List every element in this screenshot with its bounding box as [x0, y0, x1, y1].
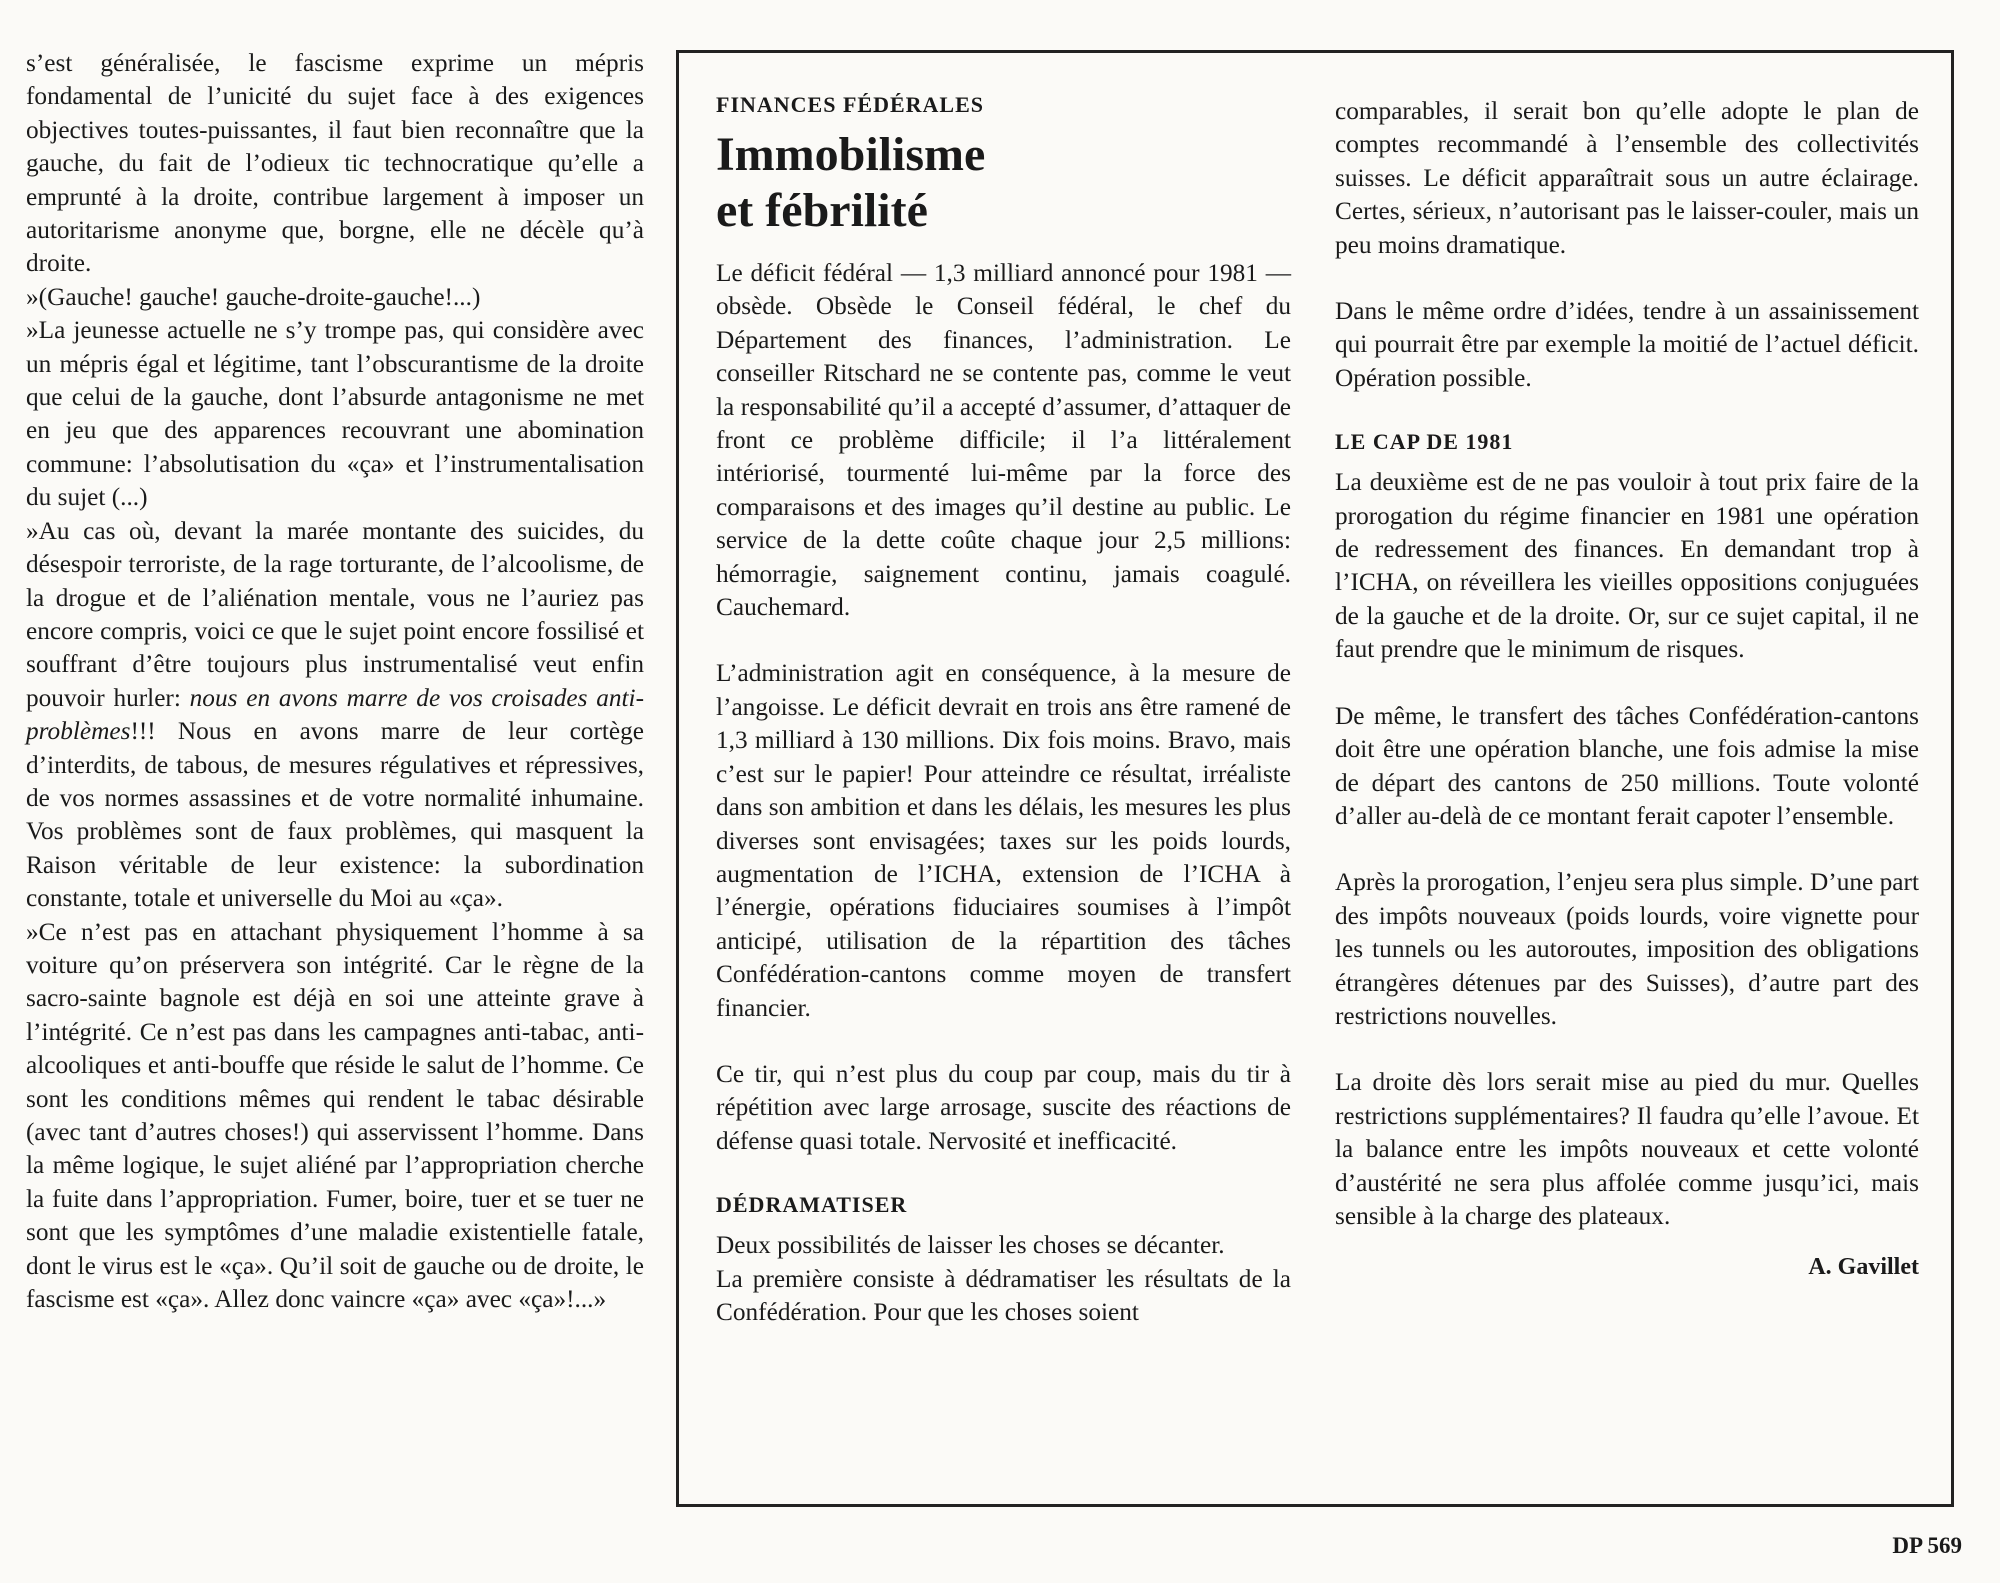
article-paragraph: Le déficit fédéral — 1,3 milliard annoncé pour 1981 — obsède. Obsède le Conseil fédéral, le chef du Département des finances, l’administration. Le conseiller Ritschard ne se contente pas, comme le veut la responsabilité qu’il a accepté d’assumer, d’attaquer de front ce problème difficile; il l’a littéralement intériorisé, tourmenté lui-même par la force des comparaisons et des images qu’il destine au public. Le service de la dette coûte chaque jour 2,5 millions: hémorragie, saignement continu, jamais coagulé. Cauchemard.	[716, 259, 1291, 622]
left-column-text	[26, 47, 644, 1316]
section-heading: DÉDRAMATISER	[716, 1192, 908, 1218]
page-number: DP 569	[1892, 1533, 1962, 1558]
article-paragraph: De même, le transfert des tâches Confédération-cantons doit être une opération blanche, une fois admise la mise de départ des cantons de 250 millions. Toute volonté d’aller au-delà de ce montant ferait capoter l’ensemble.	[1335, 701, 1919, 830]
left-paragraph: »Ce n’est pas en attachant physiquement l’homme à sa voiture qu’on préservera son intégrité. Car le règne de la sacro-sainte bagnole est déjà en soi une atteinte grave à l’intégrité. Ce n’est pas dans les campagnes anti-tabac, anti-alcooliques et anti-bouffe que réside le salut de l’homme. Ce sont les conditions mêmes qui rendent le tabac désirable (avec tant d’autres choses!) qui asservissent l’homme. Dans la même logique, le sujet aliéné par l’appropriation cherche la fuite dans l’appropriation. Fumer, boire, tuer et se tuer ne sont que les symptômes d’une maladie existentielle fatale, dont le virus est le «ça». Qu’il soit de gauche ou de droite, le fascisme est «ça». Allez donc vaincre «ça» avec «ça»!...»	[26, 917, 644, 1314]
article-paragraph: Dans le même ordre d’idées, tendre à un assainissement qui pourrait être par exemple la moitié de l’actuel déficit. Opération possible.	[1335, 297, 1919, 392]
left-paragraph: »(Gauche! gauche! gauche-droite-gauche!...)	[26, 282, 481, 311]
left-paragraph	[26, 515, 644, 916]
section-heading: LE CAP DE 1981	[1335, 429, 1514, 455]
article-kicker: FINANCES FÉDÉRALES	[716, 92, 984, 117]
left-paragraph: s’est généralisée, le fascisme exprime un mépris fondamental de l’unicité du sujet face à des exigences objectives toutes-puissantes, il faut bien reconnaître que la gauche, du fait de l’odieux tic technocratique qu’elle a emprunté à la droite, contribue largement à imposer un autoritarisme anonyme que, borgne, elle ne décèle qu’à droite.	[26, 49, 644, 278]
article-paragraph: comparables, il serait bon qu’elle adopte le plan de comptes recommandé à l’ensemble des collectivités suisses. Le déficit apparaîtrait sous un autre éclairage. Certes, sérieux, n’autorisant pas le laisser-couler, mais un peu moins dramatique.	[1335, 97, 1919, 259]
article-box	[676, 50, 1954, 1507]
left-paragraph: »La jeunesse actuelle ne s’y trompe pas, qui considère avec un mépris égal et légitime, tant l’obscurantisme de la droite que celui de la gauche, dont l’absurde antagonisme ne met en jeu que des apparences recouvrant une abomination commune: l’absolutisation du «ça» et l’instrumentalisation du sujet (...)	[26, 316, 644, 512]
article-paragraph: La droite dès lors serait mise au pied du mur. Quelles restrictions supplémentaires? Il faudra qu’elle l’avoue. Et la balance entre les impôts nouveaux et cette volonté d’austérité ne sera plus affolée comme jusqu’ici, mais sensible à la charge des plateaux.	[1335, 1068, 1919, 1230]
article-paragraph: Deux possibilités de laisser les choses se décanter.	[716, 1231, 1225, 1260]
left-text: !!! Nous en avons marre de leur cortège d’interdits, de tabous, de mesures régulatives et répressives, de vos normes assassines et de votre normalité inhumaine. Vos problèmes sont de faux problèmes, qui masquent la Raison véritable de leur existence: la subordination constante, totale et universelle du Moi au «ça».	[26, 717, 644, 913]
left-italic-text: nous en avons marre de vos croisades anti-problèmes	[26, 683, 644, 746]
left-text: »Au cas où, devant la marée montante des suicides, du désespoir terroriste, de la rage torturante, de l’alcoolisme, de la drogue et de l’aliénation mentale, vous ne l’auriez pas encore compris, voici ce que le sujet point encore fossilisé et souffrant d’être toujours plus instrumentalisé veut enfin pouvoir hurler:	[26, 516, 644, 712]
article-paragraph: Ce tir, qui n’est plus du coup par coup, mais du tir à répétition avec large arrosage, suscite des réactions de défense quasi totale. Nervosité et inefficacité.	[716, 1059, 1291, 1155]
article-paragraph: La première consiste à dédramatiser les résultats de la Confédération. Pour que les choses soient	[716, 1264, 1291, 1326]
author-signature: A. Gavillet	[1808, 1254, 1919, 1281]
article-paragraph: La deuxième est de ne pas vouloir à tout prix faire de la prorogation du régime financier en 1981 une opération de redressement des finances. En demandant trop à l’ICHA, on réveillera les vieilles oppositions conjuguées de la gauche et de la droite. Or, sur ce sujet capital, il ne faut prendre que le minimum de risques.	[1335, 468, 1919, 664]
article-paragraph: L’administration agit en conséquence, à la mesure de l’angoisse. Le déficit devrait en trois ans être ramené de 1,3 milliard à 130 millions. Dix fois moins. Bravo, mais c’est sur le papier! Pour atteindre ce résultat, irréaliste dans son ambition et dans les délais, les mesures les plus diverses sont envisagées; taxes sur les poids lourds, augmentation de l’ICHA, extension de l’ICHA à l’énergie, opérations fiduciaires soumises à l’impôt anticipé, utilisation de la répartition des tâches Confédération-cantons comme moyen de transfert financier.	[716, 659, 1291, 1022]
title-line: et fébrilité	[716, 184, 928, 237]
title-line: Immobilisme	[716, 128, 986, 181]
article-column-1	[716, 91, 1291, 1329]
article-title	[716, 127, 1291, 239]
article-paragraph: Après la prorogation, l’enjeu sera plus simple. D’une part des impôts nouveaux (poids lourds, voire vignette pour les tunnels ou les autoroutes, imposition des obligations étrangères détenues par des Suisses), d’autre part des restrictions nouvelles.	[1335, 868, 1919, 1030]
article-column-2	[1335, 95, 1919, 1285]
